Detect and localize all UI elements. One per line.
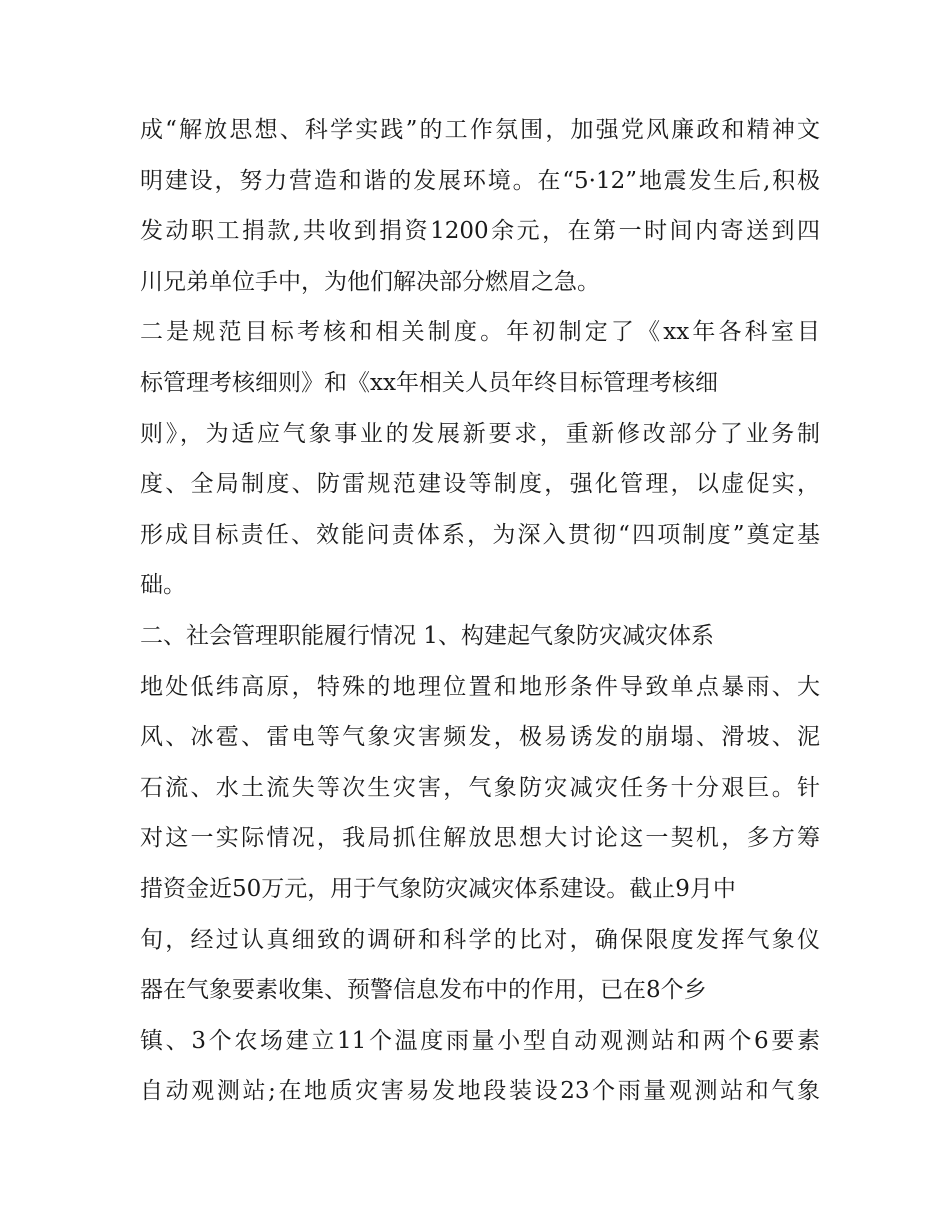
text-line: 器在气象要素收集、预警信息发布中的作用，已在8个乡 — [140, 977, 707, 1004]
text-line: 对这一实际情况，我局抓住解放思想大讨论这一契机，多方筹 — [140, 825, 820, 852]
text-line: 二是规范目标考核和相关制度。年初制定了《xx年各科室目 — [140, 319, 820, 346]
text-line: 明建设，努力营造和谐的发展环境。在“5·12”地震发生后,积极 — [140, 167, 820, 194]
text-line: 川兄弟单位手中，为他们解决部分燃眉之急。 — [140, 268, 600, 295]
text-line: 标管理考核细则》和《xx年相关人员年终目标管理考核细 — [140, 369, 718, 396]
text-line: 自动观测站;在地质灾害易发地段装设23个雨量观测站和气象 — [140, 1078, 820, 1105]
text-line: 措资金近50万元，用于气象防灾减灾体系建设。截止9月中 — [140, 875, 736, 902]
text-line: 镇、3个农场建立11个温度雨量小型自动观测站和两个6要素 — [140, 1027, 820, 1054]
text-line: 础。 — [140, 572, 186, 599]
text-line: 旬，经过认真细致的调研和科学的比对，确保限度发挥气象仪 — [140, 926, 820, 953]
text-line: 度、全局制度、防雷规范建设等制度，强化管理，以虚促实， — [140, 471, 820, 498]
text-line: 成“解放思想、科学实践”的工作氛围，加强党风廉政和精神文 — [140, 117, 820, 143]
text-line: 则》，为适应气象事业的发展新要求，重新修改部分了业务制 — [140, 420, 820, 447]
document-body — [140, 105, 820, 1117]
text-line: 石流、水土流失等次生灾害，气象防灾减灾任务十分艰巨。针 — [140, 774, 820, 801]
text-line: 风、冰雹、雷电等气象灾害频发，极易诱发的崩塌、滑坡、泥 — [140, 724, 820, 751]
text-line: 发动职工捐款,共收到捐资1200余元，在第一时间内寄送到四 — [140, 218, 820, 245]
section-heading-line: 二、社会管理职能履行情况 1、构建起气象防灾减灾体系 — [140, 622, 714, 649]
text-line: 地处低纬高原，特殊的地理位置和地形条件导致单点暴雨、大 — [140, 673, 820, 700]
text-line: 形成目标责任、效能问责体系，为深入贯彻“四项制度”奠定基 — [140, 521, 820, 548]
